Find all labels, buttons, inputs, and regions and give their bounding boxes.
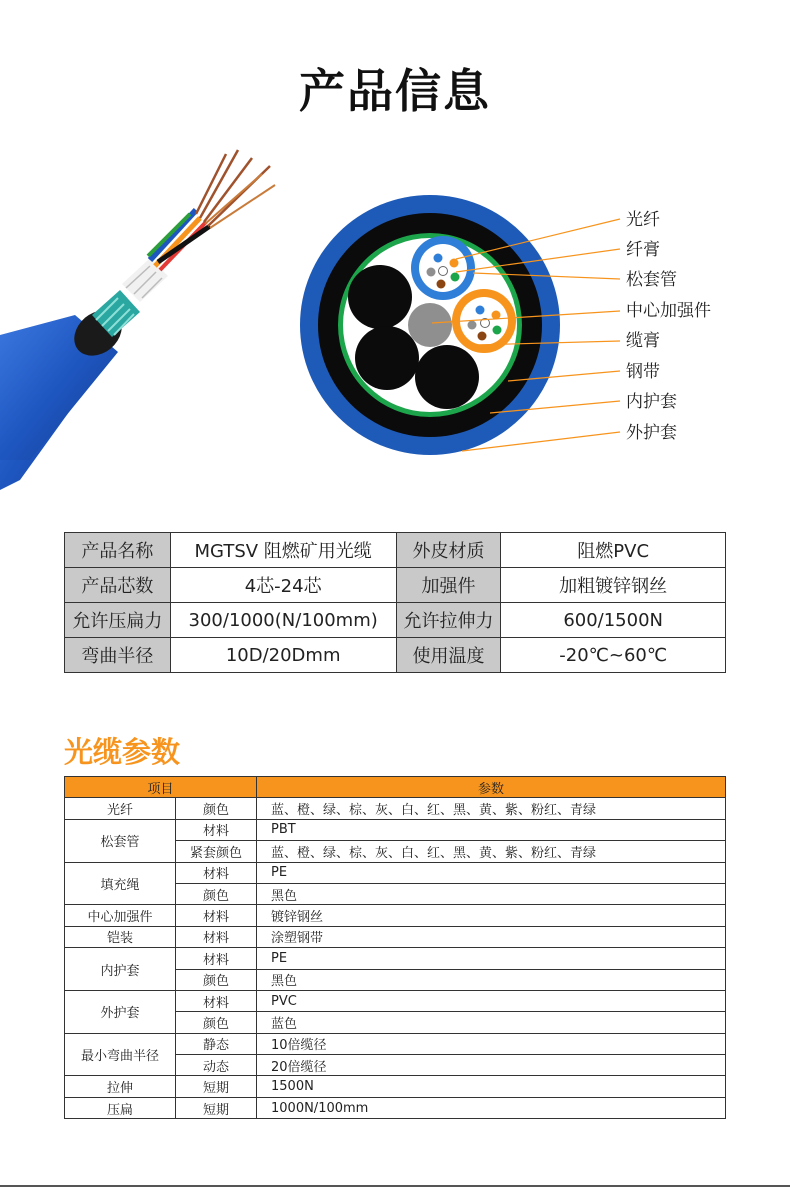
callout-label-cable-gel: 缆膏: [626, 331, 660, 351]
info-value: 10D/20Dmm: [170, 638, 396, 673]
cable-photo: [0, 130, 290, 490]
table-row: [65, 1076, 726, 1097]
param-sub: 颜色: [176, 883, 257, 904]
fiber: [493, 326, 502, 335]
param-value: 蓝色: [257, 1012, 726, 1033]
param-sub: 材料: [176, 990, 257, 1011]
info-value: -20℃~60℃: [501, 638, 726, 673]
table-row: [65, 568, 726, 603]
info-label: 使用温度: [396, 638, 501, 673]
param-sub: 短期: [176, 1097, 257, 1118]
fiber: [478, 332, 487, 341]
callout-label-strength-member: 中心加强件: [626, 301, 711, 321]
param-sub: 动态: [176, 1055, 257, 1076]
fiber: [450, 259, 459, 268]
cross-section-diagram: [290, 195, 790, 475]
param-value: 10倍缆径: [257, 1033, 726, 1054]
table-row: [65, 948, 726, 969]
table-row: [65, 798, 726, 819]
param-value: 黑色: [257, 969, 726, 990]
info-value: 加粗镀锌钢丝: [501, 568, 726, 603]
param-value: PBT: [257, 819, 726, 840]
param-group: 外护套: [65, 990, 176, 1033]
header-item: 项目: [65, 777, 257, 798]
table-row: [65, 533, 726, 568]
fiber: [476, 306, 485, 315]
info-value: 600/1500N: [501, 603, 726, 638]
callout-label-inner-sheath: 内护套: [626, 392, 677, 412]
param-sub: 材料: [176, 819, 257, 840]
fiber: [468, 321, 477, 330]
param-sub: 材料: [176, 948, 257, 969]
callout-label-fiber: 光纤: [626, 210, 660, 230]
product-info-table: [64, 532, 726, 673]
param-value: PE: [257, 948, 726, 969]
param-sub: 材料: [176, 905, 257, 926]
filler-rope: [348, 265, 412, 329]
info-label: 产品名称: [65, 533, 171, 568]
param-group: 压扁: [65, 1097, 176, 1118]
fiber: [451, 273, 460, 282]
param-value: 镀锌钢丝: [257, 905, 726, 926]
table-row: [65, 1033, 726, 1054]
table-row: [65, 638, 726, 673]
param-group: 填充绳: [65, 862, 176, 905]
filler-rope: [415, 345, 479, 409]
param-value: PVC: [257, 990, 726, 1011]
header-param: 参数: [257, 777, 726, 798]
param-group: 最小弯曲半径: [65, 1033, 176, 1076]
info-label: 产品芯数: [65, 568, 171, 603]
table-header-row: [65, 777, 726, 798]
param-sub: 颜色: [176, 1012, 257, 1033]
fiber: [434, 254, 443, 263]
table-row: [65, 990, 726, 1011]
info-value: 阻燃PVC: [501, 533, 726, 568]
section-title: 光缆参数: [64, 735, 181, 769]
param-group: 中心加强件: [65, 905, 176, 926]
param-value: PE: [257, 862, 726, 883]
fiber: [439, 267, 448, 276]
param-group: 松套管: [65, 819, 176, 862]
callout-label-loose-tube: 松套管: [626, 270, 677, 290]
param-sub: 紧套颜色: [176, 841, 257, 862]
callout-label-steel-tape: 钢带: [626, 362, 660, 382]
cable-parameter-table: [64, 776, 726, 1119]
info-label: 弯曲半径: [65, 638, 171, 673]
info-value: 4芯-24芯: [170, 568, 396, 603]
info-value: MGTSV 阻燃矿用光缆: [170, 533, 396, 568]
param-value: 黑色: [257, 883, 726, 904]
table-row: [65, 905, 726, 926]
callout-label-outer-sheath: 外护套: [626, 423, 677, 443]
table-row: [65, 926, 726, 947]
central-strength-member: [408, 303, 452, 347]
param-sub: 颜色: [176, 798, 257, 819]
info-label: 允许压扁力: [65, 603, 171, 638]
param-sub: 短期: [176, 1076, 257, 1097]
param-value: 蓝、橙、绿、棕、灰、白、红、黑、黄、紫、粉红、青绿: [257, 798, 726, 819]
param-group: 光纤: [65, 798, 176, 819]
callout-label-fiber-gel: 纤膏: [626, 240, 660, 260]
param-sub: 静态: [176, 1033, 257, 1054]
param-value: 1500N: [257, 1076, 726, 1097]
info-label: 外皮材质: [396, 533, 501, 568]
param-value: 蓝、橙、绿、棕、灰、白、红、黑、黄、紫、粉红、青绿: [257, 841, 726, 862]
param-sub: 材料: [176, 926, 257, 947]
param-value: 涂塑钢带: [257, 926, 726, 947]
table-row: [65, 603, 726, 638]
filler-rope: [355, 326, 419, 390]
info-label: 加强件: [396, 568, 501, 603]
param-group: 内护套: [65, 948, 176, 991]
fiber: [437, 280, 446, 289]
param-sub: 颜色: [176, 969, 257, 990]
param-sub: 材料: [176, 862, 257, 883]
param-group: 拉伸: [65, 1076, 176, 1097]
page-title: 产品信息: [299, 64, 491, 118]
table-row: [65, 1097, 726, 1118]
param-value: 1000N/100mm: [257, 1097, 726, 1118]
table-row: [65, 819, 726, 840]
info-label: 允许拉伸力: [396, 603, 501, 638]
info-value: 300/1000(N/100mm): [170, 603, 396, 638]
fiber: [427, 268, 436, 277]
param-value: 20倍缆径: [257, 1055, 726, 1076]
table-row: [65, 862, 726, 883]
param-group: 铠装: [65, 926, 176, 947]
